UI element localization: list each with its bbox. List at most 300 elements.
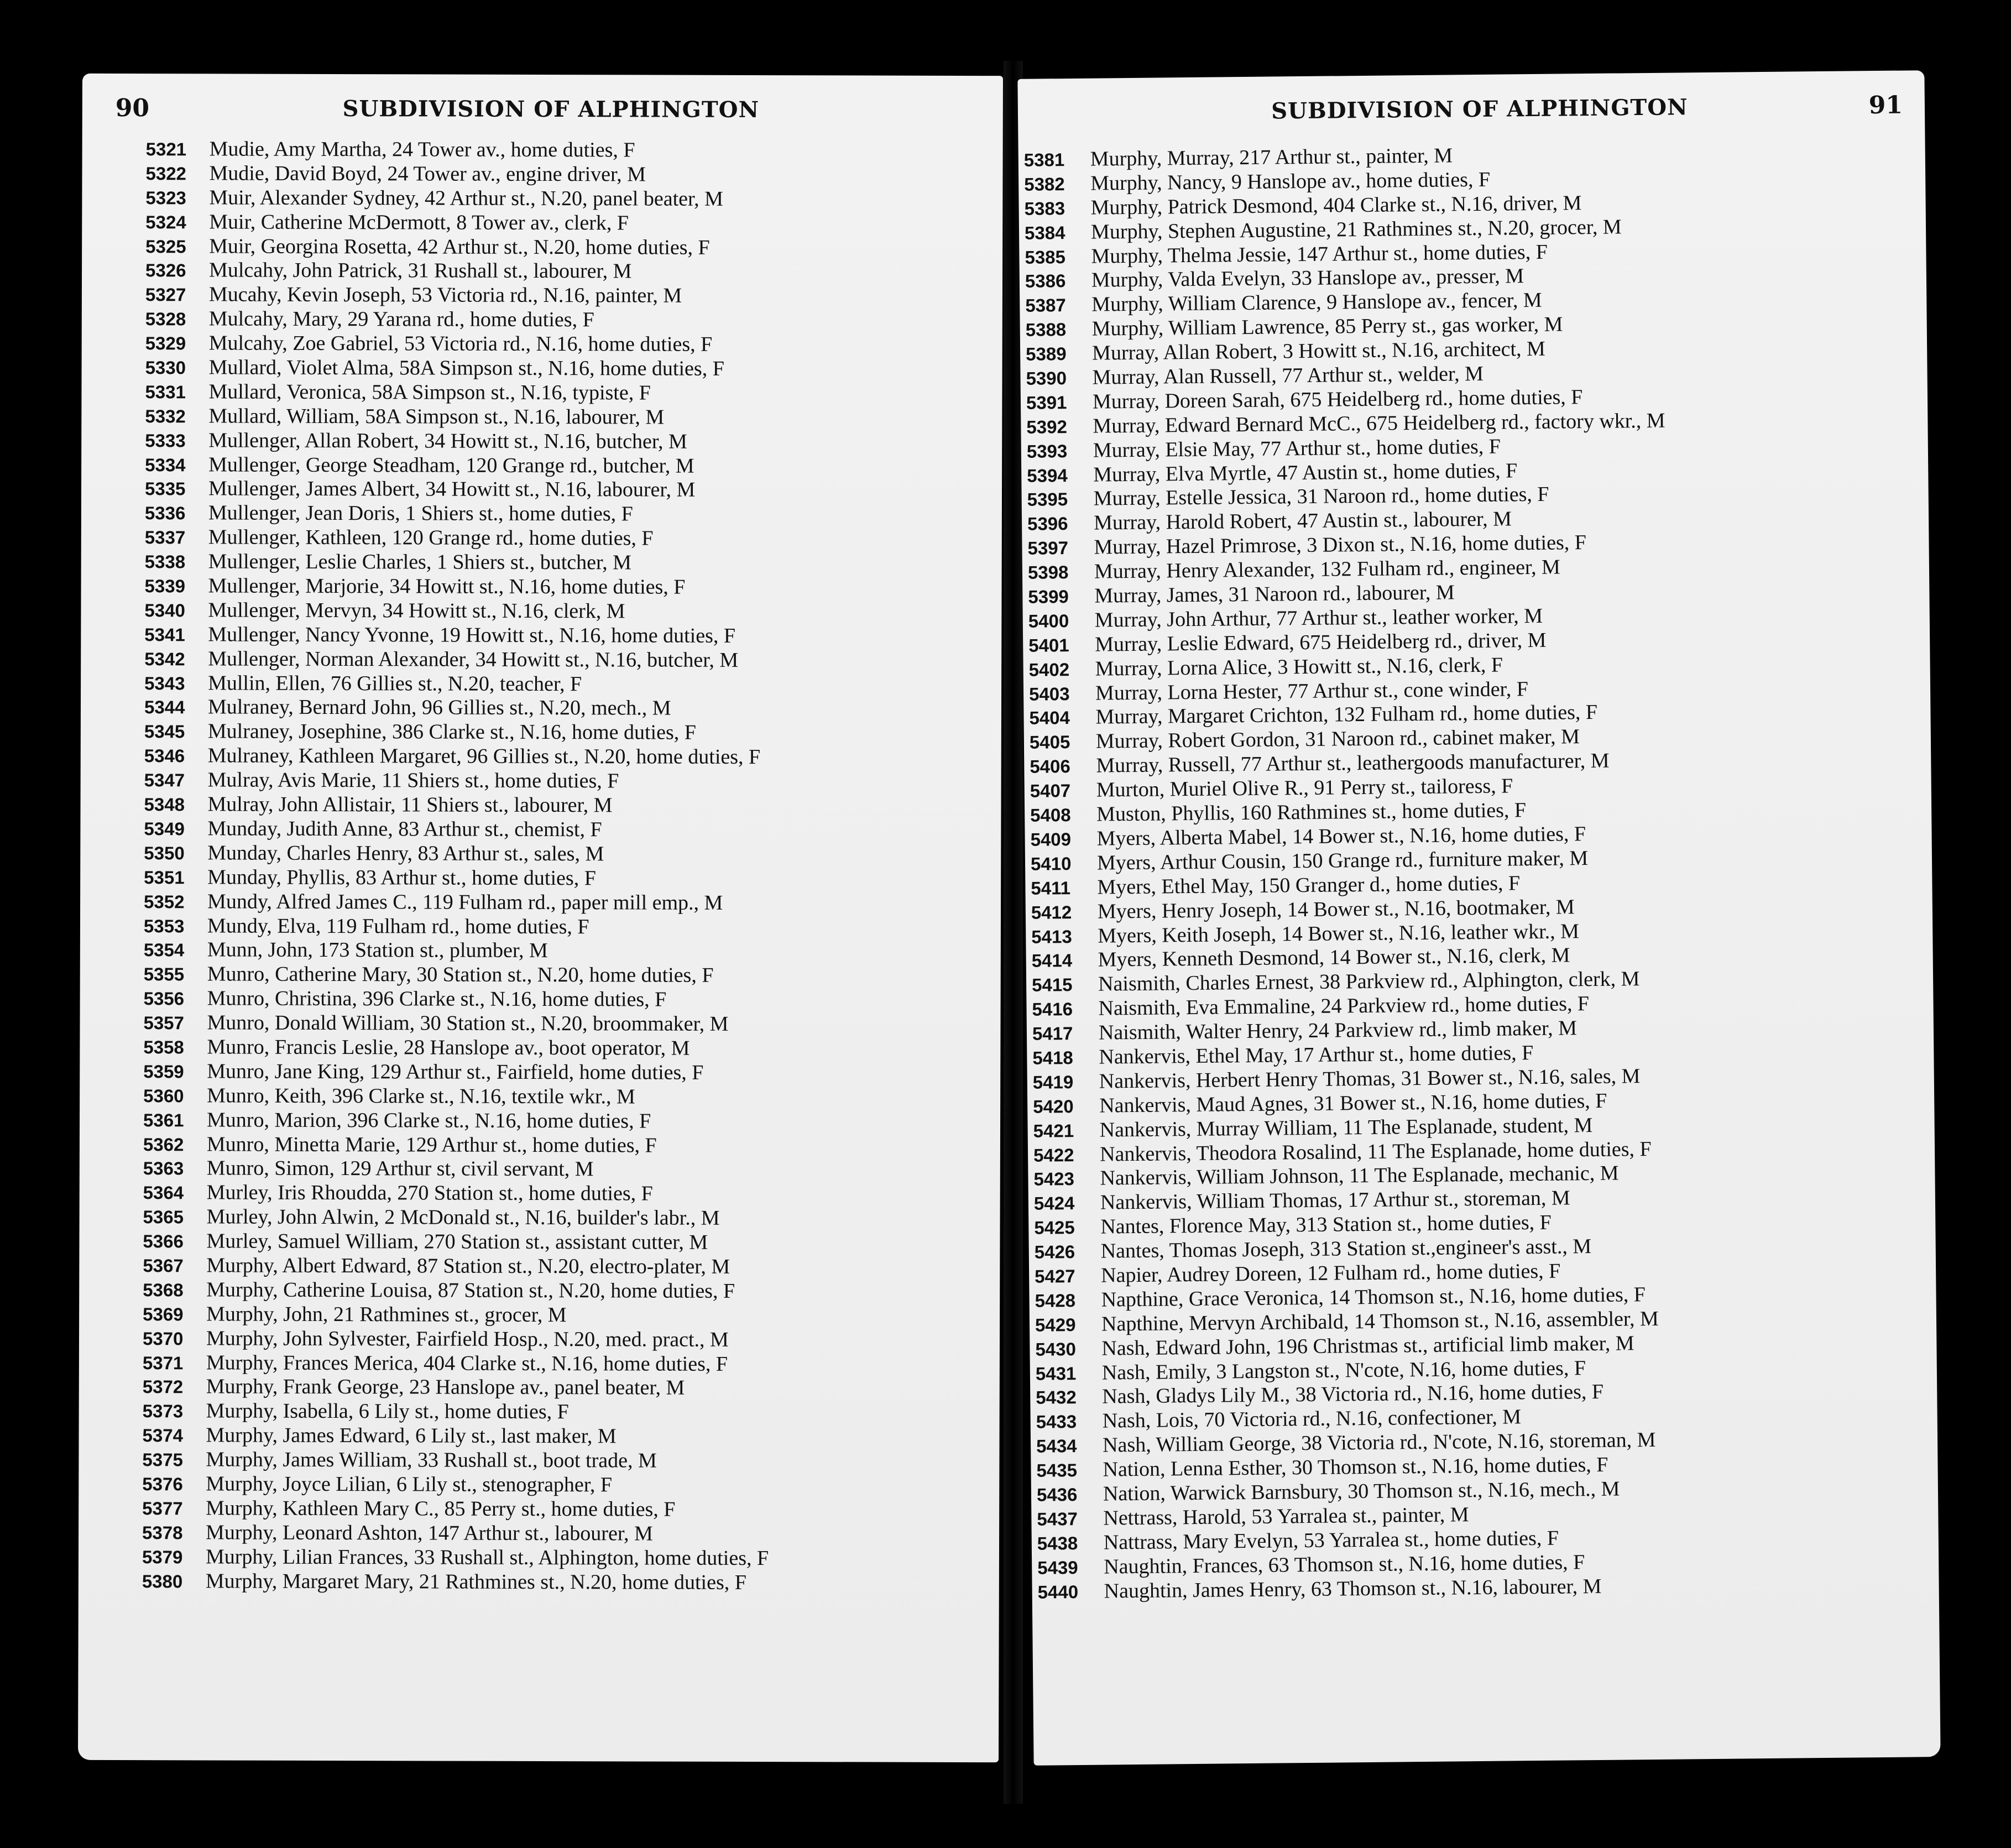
entry-number: 5383: [1024, 197, 1065, 219]
entry-text: Mulraney, Kathleen Margaret, 96 Gillies st., N.20, home duties, F: [207, 744, 761, 769]
entry-text: Murray, Allan Robert, 3 Howitt st., N.16, architect, M: [1091, 337, 1546, 365]
entry-text: Nash, Lois, 70 Victoria rd., N.16, confectioner, M: [1102, 1405, 1522, 1433]
entry-number: 5418: [1032, 1047, 1073, 1068]
entry-number: 5356: [143, 988, 185, 1009]
list-item: [143, 1132, 1000, 1159]
entry-number: 5423: [1033, 1168, 1075, 1190]
list-item: [143, 1229, 1000, 1256]
list-item: [145, 453, 1002, 479]
entry-number: 5377: [142, 1497, 183, 1519]
entry-number: 5371: [142, 1352, 184, 1373]
entry-number: 5375: [142, 1449, 183, 1470]
list-item: [143, 1351, 1000, 1377]
list-item: [144, 744, 1001, 770]
list-item: [144, 817, 1001, 843]
list-item: [142, 1521, 999, 1547]
entry-number: 5390: [1026, 368, 1067, 389]
entry-text: Mullenger, Kathleen, 120 Grange rd., home duties, F: [208, 525, 654, 550]
entry-text: Nankervis, Murray William, 11 The Esplanade, student, M: [1099, 1113, 1593, 1142]
entry-text: Mulcahy, John Patrick, 31 Rushall st., labourer, M: [209, 258, 632, 283]
entry-text: Murray, Elva Myrtle, 47 Austin st., home duties, F: [1093, 458, 1518, 487]
entry-text: Mulraney, Bernard John, 96 Gillies st., N.20, mech., M: [207, 695, 671, 721]
entry-number: 5408: [1030, 805, 1071, 826]
entry-number: 5361: [143, 1109, 184, 1130]
entry-text: Nattrass, Mary Evelyn, 53 Yarralea st., home duties, F: [1103, 1526, 1559, 1554]
entry-text: Myers, Arthur Cousin, 150 Grange rd., furniture maker, M: [1096, 846, 1589, 875]
entry-text: Murray, John Arthur, 77 Arthur st., leather worker, M: [1094, 604, 1543, 632]
list-item: [144, 962, 1001, 989]
list-item: [145, 404, 1002, 431]
entry-text: Nash, William George, 38 Victoria rd., N'cote, N.16, storeman, M: [1102, 1428, 1656, 1457]
entry-number: 5380: [142, 1570, 183, 1591]
entry-number: 5347: [144, 770, 185, 791]
list-item: [143, 1399, 1000, 1426]
list-item: [144, 623, 1001, 649]
entry-number: 5428: [1035, 1290, 1076, 1311]
entry-text: Murphy, John, 21 Rathmines st., grocer, M: [206, 1302, 567, 1327]
entry-text: Munn, John, 173 Station st., plumber, M: [207, 938, 548, 963]
entry-number: 5417: [1032, 1023, 1073, 1044]
entry-number: 5400: [1028, 610, 1069, 631]
entry-text: Mulray, John Allistair, 11 Shiers st., labourer, M: [207, 792, 613, 817]
entry-number: 5391: [1026, 392, 1067, 413]
entry-number: 5382: [1024, 174, 1065, 195]
entry-text: Murphy, Catherine Louisa, 87 Station st., N.20, home duties, F: [206, 1278, 735, 1303]
entry-text: Nankervis, William Thomas, 17 Arthur st., storeman, M: [1100, 1186, 1570, 1214]
entry-number: 5394: [1027, 464, 1068, 486]
entry-number: 5438: [1037, 1532, 1078, 1554]
entry-text: Murray, Robert Gordon, 31 Naroon rd., cabinet maker, M: [1095, 725, 1580, 754]
list-item: [143, 1035, 1000, 1062]
entry-text: Myers, Alberta Mabel, 14 Bower st., N.16, home duties, F: [1096, 822, 1586, 850]
entry-number: 5322: [145, 163, 186, 184]
list-item: [143, 1278, 1000, 1304]
entry-text: Napier, Audrey Doreen, 12 Fulham rd., home duties, F: [1100, 1259, 1561, 1287]
entry-number: 5343: [144, 672, 185, 693]
left-page-header: [115, 85, 981, 134]
entry-text: Napthine, Grace Veronica, 14 Thomson st., N.16, home duties, F: [1101, 1283, 1646, 1312]
list-item: [146, 137, 1003, 164]
entry-text: Murphy, John Sylvester, Fairfield Hosp., N.20, med. pract., M: [206, 1327, 729, 1351]
entry-text: Murphy, James William, 33 Rushall st., boot trade, M: [206, 1448, 657, 1473]
entry-number: 5326: [145, 260, 186, 281]
entry-text: Murphy, Frank George, 23 Hanslope av., panel beater, M: [206, 1375, 685, 1400]
entry-number: 5406: [1030, 756, 1070, 777]
entry-text: Nankervis, Herbert Henry Thomas, 31 Bower st., N.16, sales, M: [1099, 1064, 1641, 1093]
list-item: [145, 259, 1002, 285]
entry-text: Munro, Francis Leslie, 28 Hanslope av., boot operator, M: [207, 1035, 690, 1060]
entry-text: Myers, Keith Joseph, 14 Bower st., N.16, leather wkr., M: [1098, 919, 1580, 948]
entry-number: 5404: [1029, 707, 1070, 729]
left-page-number: 90: [115, 93, 150, 123]
list-item: [144, 841, 1001, 868]
entry-text: Mullenger, Leslie Charles, 1 Shiers st., butcher, M: [208, 550, 632, 575]
entry-text: Murphy, Nancy, 9 Hanslope av., home duties, F: [1090, 168, 1491, 195]
entry-number: 5385: [1025, 246, 1066, 268]
entry-number: 5349: [144, 818, 185, 839]
entry-text: Murphy, William Clarence, 9 Hanslope av., fencer, M: [1091, 289, 1542, 317]
entry-number: 5323: [145, 187, 186, 208]
entry-number: 5419: [1032, 1071, 1074, 1093]
list-item: [144, 986, 1001, 1013]
entry-text: Nash, Edward John, 196 Christmas st., artificial limb maker, M: [1101, 1331, 1634, 1360]
entry-number: 5332: [145, 405, 186, 427]
list-item: [143, 1302, 1000, 1329]
entry-text: Nash, Emily, 3 Langston st., N'cote, N.16, home duties, F: [1101, 1356, 1586, 1385]
entry-text: Murley, Samuel William, 270 Station st., assistant cutter, M: [206, 1229, 708, 1254]
entry-number: 5409: [1030, 829, 1072, 850]
entry-number: 5405: [1029, 732, 1070, 753]
entry-number: 5352: [144, 891, 185, 912]
entry-text: Naismith, Eva Emmaline, 24 Parkview rd., home duties, F: [1098, 992, 1590, 1020]
entry-text: Myers, Kenneth Desmond, 14 Bower st., N.16, clerk, M: [1098, 943, 1570, 972]
entry-number: 5430: [1035, 1338, 1077, 1360]
entry-number: 5339: [144, 576, 186, 597]
entry-text: Nation, Warwick Barnsbury, 30 Thomson st., N.16, mech., M: [1103, 1477, 1620, 1506]
entry-text: Murphy, Thelma Jessie, 147 Arthur st., home duties, F: [1091, 240, 1548, 268]
entry-number: 5387: [1025, 295, 1066, 316]
entry-text: Murphy, James Edward, 6 Lily st., last maker, M: [206, 1423, 617, 1448]
entry-text: Murphy, Stephen Augustine, 21 Rathmines st., N.20, grocer, M: [1090, 215, 1622, 244]
entry-number: 5324: [145, 211, 186, 232]
entry-text: Mucahy, Kevin Joseph, 53 Victoria rd., N.16, painter, M: [208, 283, 682, 308]
entry-number: 5431: [1035, 1362, 1077, 1384]
entry-text: Murphy, Leonard Ashton, 147 Arthur st., labourer, M: [206, 1521, 653, 1546]
left-entry-list: [142, 137, 1003, 1595]
list-item: [142, 1472, 999, 1499]
list-item: [145, 525, 1002, 552]
entry-text: Mullenger, Allan Robert, 34 Howitt st., N.16, butcher, M: [208, 429, 687, 453]
entry-text: Munro, Keith, 396 Clarke st., N.16, textile wkr., M: [207, 1084, 635, 1109]
list-item: [143, 1181, 1000, 1207]
entry-number: 5354: [143, 939, 185, 960]
entry-text: Mundy, Alfred James C., 119 Fulham rd., paper mill emp., M: [207, 890, 723, 915]
entry-text: Munro, Simon, 129 Arthur st, civil servant, M: [206, 1156, 594, 1181]
entry-number: 5353: [143, 915, 185, 936]
entry-number: 5328: [145, 309, 186, 330]
list-item: [143, 1254, 1000, 1280]
entry-text: Murray, Doreen Sarah, 675 Heidelberg rd., home duties, F: [1092, 385, 1583, 414]
list-item: [142, 1448, 999, 1474]
entry-number: 5340: [144, 600, 185, 621]
entry-text: Nantes, Thomas Joseph, 313 Station st.,engineer's asst., M: [1100, 1235, 1592, 1263]
entry-number: 5402: [1028, 659, 1070, 680]
entry-text: Nation, Lenna Esther, 30 Thomson st., N.16, home duties, F: [1103, 1453, 1608, 1481]
entry-number: 5355: [143, 964, 185, 985]
entry-number: 5436: [1036, 1484, 1078, 1505]
entry-text: Murphy, Valda Evelyn, 33 Hanslope av., presser, M: [1091, 264, 1524, 293]
entry-number: 5337: [144, 527, 186, 548]
list-item: [143, 1157, 1000, 1183]
entry-number: 5344: [144, 697, 185, 718]
entry-text: Mullard, Veronica, 58A Simpson st., N.16, typiste, F: [208, 380, 651, 405]
entry-text: Murray, Henry Alexander, 132 Fulham rd., engineer, M: [1094, 555, 1561, 583]
entry-text: Murray, James, 31 Naroon rd., labourer, M: [1094, 581, 1455, 608]
list-item: [145, 331, 1002, 358]
list-item: [144, 914, 1001, 941]
list-item: [144, 598, 1001, 625]
entry-number: 5403: [1028, 683, 1070, 704]
entry-number: 5338: [144, 551, 186, 572]
entry-text: Mulraney, Josephine, 386 Clarke st., N.16, home duties, F: [207, 719, 696, 745]
entry-text: Munday, Judith Anne, 83 Arthur st., chemist, F: [207, 817, 602, 842]
entry-text: Mullin, Ellen, 76 Gillies st., N.20, teacher, F: [208, 671, 582, 696]
entry-text: Mullenger, Jean Doris, 1 Shiers st., home duties, F: [208, 501, 633, 526]
entry-number: 5432: [1036, 1387, 1077, 1408]
list-item: [144, 696, 1001, 722]
entry-number: 5362: [143, 1134, 184, 1155]
entry-number: 5396: [1027, 513, 1068, 535]
entry-text: Muston, Phyllis, 160 Rathmines st., home duties, F: [1096, 798, 1527, 826]
entry-text: Murray, Margaret Crichton, 132 Fulham rd., home duties, F: [1095, 701, 1598, 729]
entry-number: 5374: [142, 1425, 184, 1446]
entry-number: 5360: [143, 1085, 184, 1106]
entry-text: Munday, Phyllis, 83 Arthur st., home duties, F: [207, 865, 596, 890]
entry-text: Nankervis, William Johnson, 11 The Esplanade, mechanic, M: [1100, 1162, 1619, 1191]
list-item: [144, 792, 1001, 819]
list-item: [145, 186, 1002, 212]
entry-number: 5370: [142, 1328, 184, 1349]
list-item: [144, 865, 1001, 892]
list-item: [145, 356, 1002, 382]
entry-number: 5422: [1033, 1144, 1074, 1166]
list-item: [143, 1084, 1000, 1110]
left-page-title: SUBDIVISION OF ALPHINGTON: [342, 96, 760, 123]
entry-text: Naughtin, James Henry, 63 Thomson st., N.16, labourer, M: [1104, 1574, 1602, 1603]
entry-text: Muir, Georgina Rosetta, 42 Arthur st., N.20, home duties, F: [209, 234, 710, 259]
entry-text: Murray, Lorna Alice, 3 Howitt st., N.16, clerk, F: [1095, 653, 1503, 681]
entry-text: Munro, Christina, 396 Clarke st., N.16, home duties, F: [207, 986, 667, 1011]
entry-text: Murphy, Joyce Lilian, 6 Lily st., stenographer, F: [206, 1472, 613, 1497]
entry-text: Mullenger, James Albert, 34 Howitt st., N.16, labourer, M: [208, 477, 696, 502]
left-page: [78, 74, 1003, 1762]
entry-text: Munro, Minetta Marie, 129 Arthur st., home duties, F: [206, 1132, 657, 1157]
entry-text: Munro, Jane King, 129 Arthur st., Fairfield, home duties, F: [207, 1059, 704, 1084]
entry-number: 5327: [145, 284, 186, 305]
list-item: [142, 1569, 999, 1596]
entry-number: 5411: [1031, 877, 1071, 899]
entry-text: Murphy, William Lawrence, 85 Perry st., gas worker, M: [1091, 312, 1563, 341]
entry-text: Mullenger, George Steadham, 120 Grange rd., butcher, M: [208, 453, 694, 478]
entry-text: Naughtin, Frances, 63 Thomson st., N.16, home duties, F: [1104, 1550, 1585, 1579]
right-page: [1017, 70, 1940, 1766]
entry-number: 5414: [1031, 950, 1073, 972]
entry-text: Myers, Ethel May, 150 Granger d., home duties, F: [1097, 871, 1521, 899]
entry-number: 5364: [143, 1182, 184, 1203]
entry-text: Murray, Elsie May, 77 Arthur st., home duties, F: [1093, 435, 1501, 462]
entry-text: Murray, Russell, 77 Arthur st., leathergoods manufacturer, M: [1096, 749, 1610, 777]
entry-number: 5421: [1033, 1120, 1074, 1141]
entry-number: 5379: [142, 1546, 183, 1567]
entry-text: Murley, Iris Rhoudda, 270 Station st., home duties, F: [206, 1181, 653, 1205]
entry-number: 5384: [1024, 222, 1065, 243]
entry-number: 5426: [1034, 1241, 1075, 1262]
entry-text: Murphy, Lilian Frances, 33 Rushall st., Alphington, home duties, F: [205, 1545, 769, 1570]
entry-number: 5345: [144, 721, 185, 742]
list-item: [145, 234, 1002, 261]
list-item: [143, 1327, 1000, 1353]
list-item: [143, 1011, 1000, 1037]
entry-number: 5329: [145, 333, 186, 354]
list-item: [145, 574, 1002, 601]
entry-text: Naismith, Charles Ernest, 38 Parkview rd., Alphington, clerk, M: [1098, 967, 1640, 996]
entry-number: 5325: [145, 236, 186, 257]
entry-text: Murley, John Alwin, 2 McDonald st., N.16, builder's labr., M: [206, 1205, 720, 1230]
entry-number: 5350: [144, 842, 185, 864]
entry-text: Murton, Muriel Olive R., 91 Perry st., tailoress, F: [1096, 774, 1513, 802]
entry-number: 5330: [145, 357, 186, 378]
entry-number: 5381: [1023, 149, 1065, 170]
entry-number: 5407: [1030, 780, 1071, 801]
list-item: [142, 1496, 999, 1523]
list-item: [143, 1375, 1000, 1402]
entry-number: 5434: [1036, 1435, 1077, 1457]
entry-number: 5367: [143, 1255, 184, 1276]
entry-number: 5351: [144, 866, 185, 888]
list-item: [143, 1108, 1000, 1135]
entry-number: 5416: [1032, 999, 1073, 1020]
entry-text: Nankervis, Theodora Rosalind, 11 The Esplanade, home duties, F: [1099, 1137, 1652, 1166]
entry-text: Murray, Edward Bernard McC., 675 Heidelberg rd., factory wkr., M: [1093, 409, 1665, 438]
entry-number: 5331: [145, 382, 186, 403]
entry-number: 5397: [1027, 537, 1069, 559]
right-entry-list: [1024, 139, 1939, 1604]
entry-number: 5334: [145, 454, 186, 475]
entry-text: Mudie, Amy Martha, 24 Tower av., home duties, F: [209, 137, 635, 162]
entry-number: 5433: [1036, 1411, 1077, 1433]
entry-text: Murphy, Patrick Desmond, 404 Clarke st., N.16, driver, M: [1090, 191, 1582, 220]
list-item: [145, 550, 1002, 576]
entry-number: 5366: [143, 1231, 184, 1252]
list-item: [144, 938, 1001, 965]
entry-text: Napthine, Mervyn Archibald, 14 Thomson st., N.16, assembler, M: [1101, 1307, 1659, 1336]
entry-text: Murphy, Albert Edward, 87 Station st., N.20, electro-plater, M: [206, 1254, 730, 1278]
entry-text: Murray, Lorna Hester, 77 Arthur st., cone winder, F: [1095, 677, 1529, 705]
entry-number: 5342: [144, 648, 185, 670]
entry-number: 5440: [1037, 1581, 1079, 1602]
list-item: [144, 768, 1001, 795]
entry-text: Mundy, Elva, 119 Fulham rd., home duties, F: [207, 913, 589, 938]
entry-number: 5357: [143, 1012, 184, 1033]
right-page-title: SUBDIVISION OF ALPHINGTON: [1271, 94, 1688, 124]
list-item: [145, 380, 1002, 406]
list-item: [143, 1205, 1000, 1231]
entry-text: Mullenger, Mervyn, 34 Howitt st., N.16, clerk, M: [208, 598, 625, 623]
entry-number: 5435: [1036, 1460, 1078, 1481]
entry-number: 5369: [143, 1303, 184, 1325]
entry-number: 5335: [144, 478, 186, 499]
list-item: [144, 719, 1001, 746]
entry-number: 5346: [144, 745, 185, 766]
entry-number: 5359: [143, 1061, 184, 1082]
entry-number: 5413: [1031, 926, 1072, 947]
entry-text: Mullard, William, 58A Simpson st., N.16, labourer, M: [208, 404, 665, 429]
list-item: [145, 161, 1002, 188]
entry-number: 5372: [142, 1376, 184, 1397]
entry-number: 5392: [1026, 416, 1068, 437]
entry-number: 5393: [1026, 440, 1068, 462]
entry-text: Munro, Donald William, 30 Station st., N.20, broommaker, M: [207, 1011, 729, 1036]
entry-number: 5429: [1035, 1314, 1076, 1335]
entry-number: 5420: [1033, 1095, 1074, 1117]
entry-text: Myers, Henry Joseph, 14 Bower st., N.16, bootmaker, M: [1097, 895, 1575, 923]
list-item: [142, 1545, 999, 1572]
list-item: [142, 1423, 999, 1450]
entry-text: Murphy, Margaret Mary, 21 Rathmines st., N.20, home duties, F: [205, 1569, 746, 1594]
entry-number: 5373: [142, 1401, 184, 1422]
entry-text: Murphy, Isabella, 6 Lily st., home duties, F: [206, 1399, 569, 1424]
list-item: [145, 501, 1002, 528]
entry-text: Murphy, Murray, 217 Arthur st., painter, M: [1090, 144, 1453, 171]
entry-text: Murphy, Kathleen Mary C., 85 Perry st., home duties, F: [206, 1496, 676, 1521]
entry-text: Mulray, Avis Marie, 11 Shiers st., home duties, F: [207, 768, 619, 793]
entry-text: Mudie, David Boyd, 24 Tower av., engine driver, M: [209, 161, 646, 186]
entry-number: 5378: [142, 1522, 183, 1543]
entry-text: Mulcahy, Zoe Gabriel, 53 Victoria rd., N.16, home duties, F: [208, 331, 713, 356]
list-item: [145, 210, 1002, 237]
entry-text: Mullenger, Marjorie, 34 Howitt st., N.16, home duties, F: [208, 574, 686, 599]
entry-number: 5386: [1025, 270, 1066, 292]
list-item: [144, 890, 1001, 916]
entry-number: 5333: [145, 430, 186, 451]
entry-number: 5398: [1027, 562, 1069, 583]
entry-text: Murray, Alan Russell, 77 Arthur st., welder, M: [1092, 362, 1484, 389]
list-item: [145, 429, 1002, 455]
list-item: [144, 671, 1001, 698]
entry-text: Nantes, Florence May, 313 Station st., home duties, F: [1100, 1210, 1552, 1239]
right-page-number: 91: [1868, 91, 1903, 120]
entry-number: 5389: [1025, 343, 1067, 364]
list-item: [143, 1059, 1000, 1086]
list-item: [144, 647, 1001, 674]
entry-number: 5348: [144, 794, 185, 815]
entry-number: 5336: [144, 503, 186, 524]
entry-number: 5376: [142, 1474, 183, 1495]
entry-text: Muir, Alexander Sydney, 42 Arthur st., N.20, panel beater, M: [209, 186, 724, 211]
entry-text: Murray, Hazel Primrose, 3 Dixon st., N.16, home duties, F: [1094, 531, 1587, 559]
entry-number: 5399: [1028, 586, 1069, 607]
entry-text: Munday, Charles Henry, 83 Arthur st., sales, M: [207, 841, 604, 866]
entry-text: Murray, Estelle Jessica, 31 Naroon rd., home duties, F: [1093, 483, 1549, 511]
entry-text: Munro, Catherine Mary, 30 Station st., N.20, home duties, F: [207, 962, 714, 988]
entry-text: Murphy, Frances Merica, 404 Clarke st., N.16, home duties, F: [206, 1350, 728, 1376]
right-page-header: [1057, 82, 1903, 137]
entry-text: Naismith, Walter Henry, 24 Parkview rd., limb maker, M: [1098, 1016, 1578, 1045]
entry-text: Mulcahy, Mary, 29 Yarana rd., home duties, F: [208, 307, 594, 332]
entry-text: Mullard, Violet Alma, 58A Simpson st., N.16, home duties, F: [208, 356, 724, 380]
entry-number: 5425: [1034, 1217, 1075, 1238]
entry-number: 5365: [143, 1207, 184, 1228]
entry-text: Nankervis, Maud Agnes, 31 Bower st., N.16, home duties, F: [1099, 1089, 1607, 1118]
entry-number: 5341: [144, 624, 185, 645]
entry-number: 5427: [1035, 1266, 1075, 1287]
entry-text: Mullenger, Nancy Yvonne, 19 Howitt st., N.16, home duties, F: [208, 623, 736, 648]
entry-number: 5439: [1037, 1557, 1078, 1578]
entry-text: Mullenger, Norman Alexander, 34 Howitt st., N.16, butcher, M: [208, 647, 739, 672]
entry-number: 5395: [1027, 489, 1068, 510]
entry-text: Nankervis, Ethel May, 17 Arthur st., home duties, F: [1099, 1041, 1534, 1069]
entry-number: 5368: [143, 1279, 184, 1301]
entry-text: Murray, Harold Robert, 47 Austin st., labourer, M: [1093, 507, 1512, 535]
entry-text: Muir, Catherine McDermott, 8 Tower av., clerk, F: [209, 210, 629, 235]
entry-number: 5415: [1031, 974, 1073, 996]
entry-number: 5321: [145, 139, 187, 160]
entry-number: 5412: [1031, 901, 1072, 923]
list-item: [145, 283, 1002, 309]
entry-number: 5424: [1033, 1193, 1075, 1214]
entry-number: 5410: [1030, 853, 1072, 874]
entry-text: Nettrass, Harold, 53 Yarralea st., painter, M: [1103, 1503, 1469, 1530]
